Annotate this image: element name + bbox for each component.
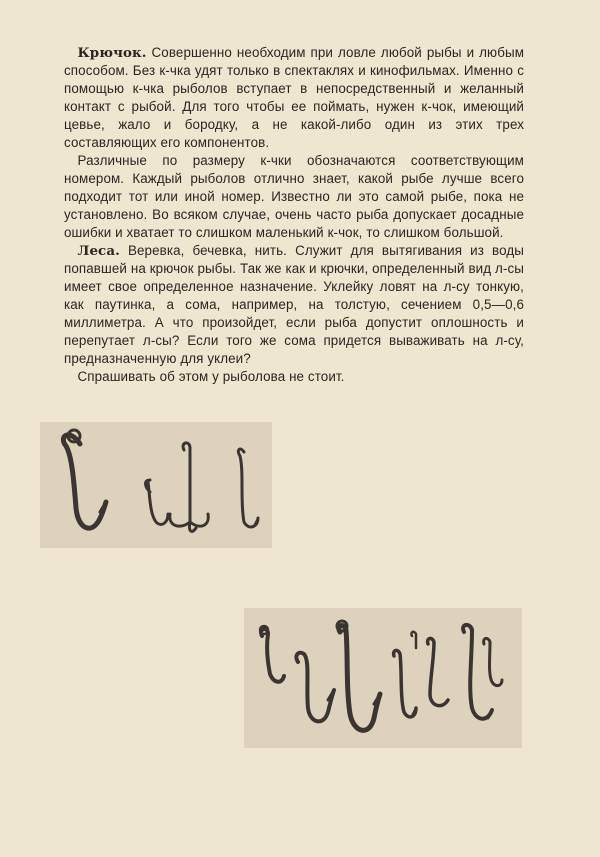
hooks-drawing-2 bbox=[244, 608, 522, 748]
paragraph-closing-text: Спрашивать об этом у рыболова не стоит. bbox=[77, 369, 345, 384]
paragraph-hook-text: Совершенно необходим при ловле любой рыбы и любым способом. Без к-чка удят только в спектаклях и кинофильмах. Именно с помощью к-чка рыболов вступает в непосредственный и желанный контакт с рыбой. Для того чтобы ее поймать, нужен к-чок, имеющий цевье, жало и бородку, а не какой-либо один из этих трех составляющих его компонентов. bbox=[64, 45, 524, 150]
term-hook: Крючок. bbox=[77, 45, 147, 61]
hooks-illustration-2 bbox=[244, 608, 522, 748]
hooks-drawing-1 bbox=[40, 422, 272, 548]
paragraph-hook bbox=[64, 44, 524, 152]
term-line: Леса. bbox=[77, 243, 120, 259]
paragraph-hook-sizes-text: Различные по размеру к-чки обозначаются соответствующим номером. Каждый рыболов отлично знает, какой рыбе лучше всего подходит тот или иной номер. Известно ли это самой рыбе, пока не установлено. Во всяком случае, очень часто рыба допускает досадные ошибки и хватает то слишком маленький к-чок, то слишком большой. bbox=[64, 153, 524, 240]
paragraph-hook-sizes bbox=[64, 152, 524, 242]
paragraph-line bbox=[64, 242, 524, 368]
hooks-illustration-1 bbox=[40, 422, 272, 548]
paragraph-line-text: Веревка, бечевка, нить. Служит для вытягивания из воды попавшей на крючок рыбы. Так же как и крючки, определенный вид л-сы имеет свое определенное назначение. Уклейку ловят на л-су тонкую, как паутинка, а сома, например, на толстую, сечением 0,5—0,6 миллиметра. А что произойдет, если рыба допустит оплошность и перепутает л-сы? Если того же сома придется вываживать на л-су, предназначенную для уклеи? bbox=[64, 243, 524, 366]
paragraph-closing bbox=[64, 368, 524, 386]
article-text bbox=[64, 44, 524, 386]
